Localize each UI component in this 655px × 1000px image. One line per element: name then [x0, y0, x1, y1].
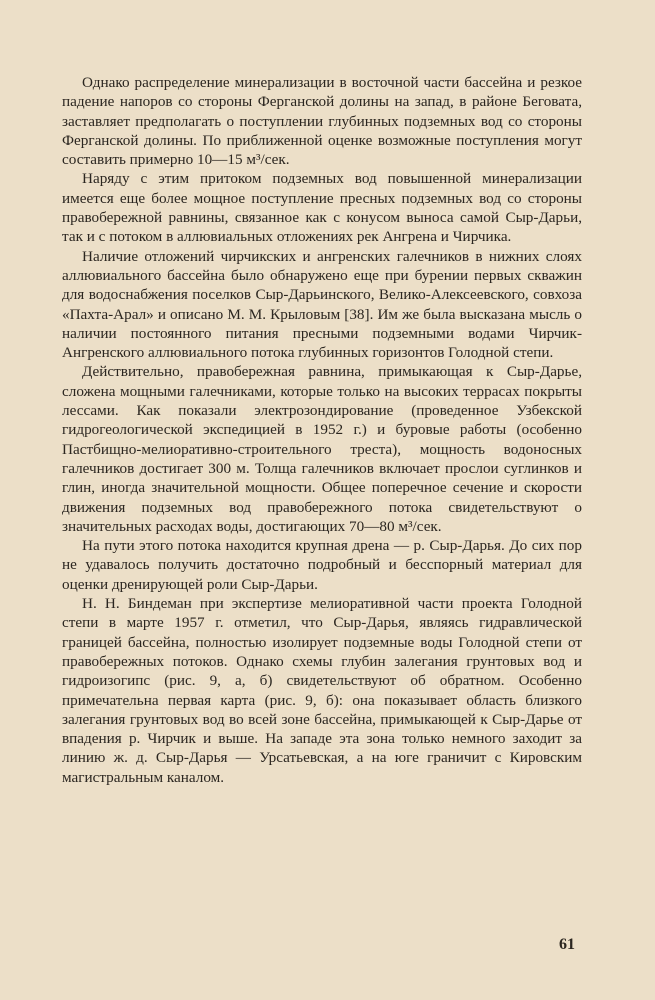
body-text	[62, 73, 582, 787]
paragraph: Однако распределение минерализации в восточной части бассейна и резкое падение напоров со стороны Ферганской долины на запад, в районе Беговата, заставляет предполагать о поступлении глубинных подземных вод со стороны Ферганской долины. По приближенной оценке возможные поступления могут составить примерно 10—15 м³/сек.	[62, 74, 582, 169]
paragraph: На пути этого потока находится крупная дрена — р. Сыр-Дарья. До сих пор не удавалось получить достаточно подробный и бесспорный материал для оценки дренирующей роли Сыр-Дарьи.	[62, 537, 582, 593]
page-number: 61	[559, 936, 575, 953]
paragraph: Наличие отложений чирчикских и ангренских галечников в нижних слоях аллювиального бассейна было обнаружено еще при бурении первых скважин для водоснабжения поселков Сыр-Дарьинского, Велико-Алексеевского, совхоза «Пахта-Арал» и описано М. М. Крыловым [38]. Им же была высказана мысль о наличии постоянного питания пресными подземными водами Чирчик-Ангренского аллювиального потока глубинных горизонтов Голодной степи.	[62, 247, 582, 362]
paragraph: Действительно, правобережная равнина, примыкающая к Сыр-Дарье, сложена мощными галечниками, которые только на высоких террасах покрыты лессами. Как показали электрозондирование (проведенное Узбекской гидрогеологической экспедицией в 1952 г.) и буровые работы (особенно Пастбищно-мелиоративно-строительного треста), мощность водоносных галечников достигает 300 м. Толща галечников включает прослои суглинков и глин, иногда значительной мощности. Общее поперечное сечение и скорости движения подземных вод правобережного потока свидетельствуют о значительных расходах воды, достигающих 70—80 м³/сек.	[62, 363, 582, 535]
paragraph: Н. Н. Биндеман при экспертизе мелиоративной части проекта Голодной степи в марте 1957 г. отметил, что Сыр-Дарья, являясь гидравлической границей бассейна, полностью изолирует подземные воды Голодной степи от правобережных потоков. Однако схемы глубин залегания грунтовых вод и гидроизогипс (рис. 9, а, б) свидетельствуют об обратном. Особенно примечательна первая карта (рис. 9, б): она показывает область близкого залегания грунтовых вод во всей зоне бассейна, примыкающей к Сыр-Дарье от впадения р. Чирчик и выше. На западе эта зона только немного заходит за линию ж. д. Сыр-Дарья — Урсатьевская, а на юге граничит с Кировским магистральным каналом.	[62, 595, 582, 786]
paragraph: Наряду с этим притоком подземных вод повышенной минерализации имеется еще более мощное поступление пресных подземных вод со стороны правобережной равнины, связанное как с конусом выноса самой Сыр-Дарьи, так и с потоком в аллювиальных отложениях рек Ангрена и Чирчика.	[62, 170, 582, 246]
